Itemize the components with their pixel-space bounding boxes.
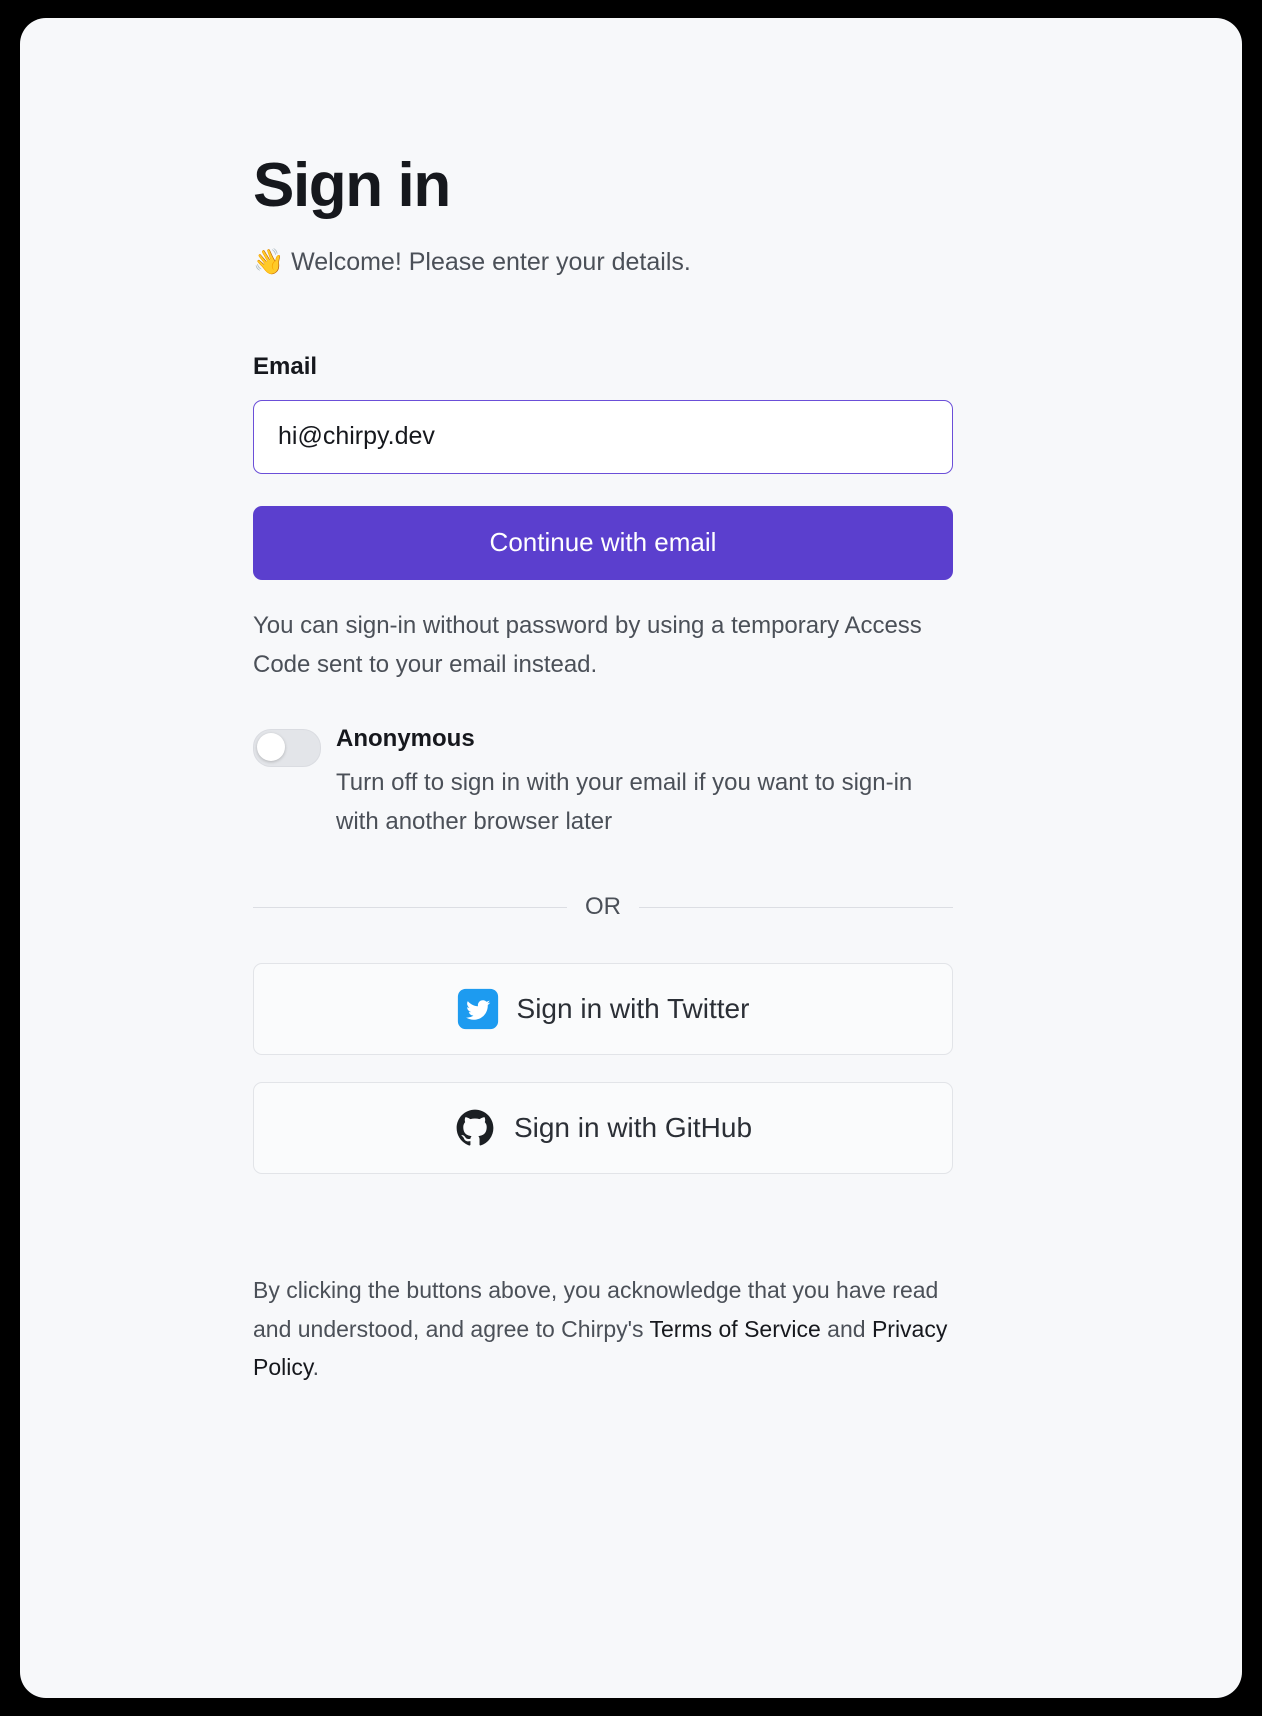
anonymous-description: Turn off to sign in with your email if you want to sign-in with another browser later [336,769,913,835]
anonymous-texts [321,725,936,842]
terms-of-service-link[interactable]: Terms of Service [649,1315,821,1342]
sign-in-with-github-button[interactable] [253,1082,953,1174]
github-button-label: Sign in with GitHub [513,1112,753,1144]
passwordless-help-text: You can sign-in without password by using a temporary Access Code sent to your email instead. [253,611,922,678]
page-title: Sign in [253,151,450,220]
or-divider [253,893,953,921]
page-subtitle [253,220,1023,279]
email-field[interactable] [253,400,953,474]
privacy-policy-link[interactable]: Privacy Policy [253,1315,948,1381]
email-label: Email [253,352,318,380]
legal-period: . [312,1354,320,1381]
legal-conjunction: and [820,1315,872,1342]
signin-content [253,18,1023,1386]
page-subtitle-text: Welcome! Please enter your details. [284,248,691,277]
signin-card [20,18,1242,1698]
anonymous-setting-row [253,685,953,842]
toggle-knob [257,733,285,761]
divider-line-left [253,907,567,908]
anonymous-label: Anonymous [336,724,475,752]
sign-in-with-twitter-button[interactable] [253,963,953,1055]
legal-intro: By clicking the buttons above, you acknowledge that you have read and understood, and agree to Chirpy's [253,1277,939,1342]
twitter-icon [457,988,499,1030]
divider-label: OR [585,893,621,921]
legal-text [253,1174,953,1386]
divider-line-right [639,907,953,908]
github-icon [454,1107,496,1149]
waving-hand-icon: 👋 [253,248,285,277]
anonymous-toggle[interactable] [253,729,321,767]
continue-with-email-button[interactable]: Continue with email [253,506,953,580]
twitter-button-label: Sign in with Twitter [516,993,750,1025]
